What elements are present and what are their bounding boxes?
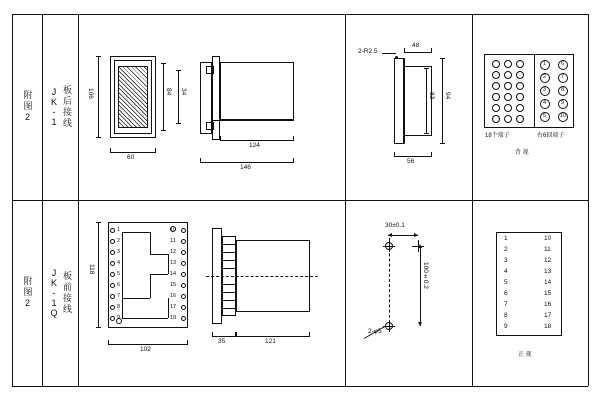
r1-side-lug-top <box>206 66 214 74</box>
r1-term-l-13 <box>492 104 500 112</box>
frame-right <box>588 14 589 386</box>
r2-inner-left <box>122 232 123 318</box>
r1-dim-56-line <box>394 156 432 157</box>
r1-side-lug-bottom <box>206 122 214 130</box>
r1-term-r-7-num: 7 <box>561 74 565 80</box>
r2-fin-5 <box>222 284 236 285</box>
r1-dim-83-tick-bot <box>424 133 429 134</box>
row1-model-group <box>48 85 72 129</box>
col-divider-3 <box>345 14 346 386</box>
row1-figure-label: 附图2 <box>22 90 33 124</box>
r2-dim-35-tick-l <box>212 332 213 337</box>
r1-dim-146-line <box>200 162 294 163</box>
r2-term-5-num: 5 <box>117 271 121 277</box>
r2-tl-3: 3 <box>504 257 508 264</box>
r2-dim-121-tick-l <box>236 332 237 337</box>
row1-model-cell <box>42 14 78 200</box>
r2-term-3-num: 3 <box>117 249 121 255</box>
r1-dim-94-tick-top <box>440 58 445 59</box>
r1-dim-124: 124 <box>249 142 260 149</box>
r1-dim-84: 84 <box>165 88 172 96</box>
r2-term-7-num: 7 <box>117 293 121 299</box>
r2-inner-top <box>122 232 150 233</box>
r2-term-15 <box>181 283 186 288</box>
r1-term-r-5-num: 5 <box>543 113 547 119</box>
r1-note-leader <box>382 53 396 54</box>
r2-dim-102-line <box>108 344 188 345</box>
r2-term-8-num: 8 <box>117 304 121 310</box>
col-divider-2 <box>78 14 79 386</box>
r2-term-8 <box>110 305 115 310</box>
r2-tl-4: 4 <box>504 268 508 275</box>
r1-dim-124-line <box>220 140 294 141</box>
row1-model: JK-1 <box>49 87 59 127</box>
r2-tl-5: 5 <box>504 279 508 286</box>
r1-dim-34-tick-top <box>176 70 181 71</box>
r1-term-l-12 <box>516 93 524 101</box>
r1-dim-84-tick-top <box>161 63 166 64</box>
r2-pitch-x-arrow-l <box>388 233 392 237</box>
r2-fin-6 <box>222 292 236 293</box>
r1-terminal-divider <box>534 54 535 128</box>
r2-term-1 <box>110 228 115 233</box>
r2-dim-pitch-x: 30±0.1 <box>385 222 405 229</box>
r1-side-top-line <box>220 62 294 63</box>
r1-dim-60-tick-r <box>155 148 156 153</box>
r2-center-line <box>206 276 318 277</box>
r2-dim-102-tick-l <box>108 340 109 345</box>
r1-dim-94: 94 <box>444 92 451 100</box>
r1-term-r-9-num: 9 <box>561 100 565 106</box>
r2-term-9-num: 9 <box>117 315 121 321</box>
r1-panel-flange <box>394 58 404 144</box>
r2-fin-1 <box>222 244 236 245</box>
r2-tr-18: 18 <box>544 323 552 330</box>
r2-term-4-num: 4 <box>117 260 121 266</box>
r2-tr-17: 17 <box>544 312 552 319</box>
r2-term-17 <box>181 305 186 310</box>
r2-hole-axis-v <box>389 238 390 328</box>
r1-term-l-3 <box>516 60 524 68</box>
r2-term-2-num: 2 <box>117 238 121 244</box>
r1-dim-94-tick-bot <box>440 143 445 144</box>
r2-term-5 <box>110 272 115 277</box>
r2-term-13-num: 13 <box>170 260 177 266</box>
r2-term-16-num: 16 <box>170 293 177 299</box>
r1-dim-60-tick-l <box>110 148 111 153</box>
r2-term-15-num: 15 <box>170 282 177 288</box>
frame-top <box>12 14 588 15</box>
frame-bottom <box>12 386 588 387</box>
row1-mount: 板后接线 <box>62 85 72 129</box>
r2-dim-121: 121 <box>265 338 276 345</box>
r1-dim-56: 56 <box>407 158 415 165</box>
r2-dim-pitch-y: 100±0.2 <box>422 262 429 289</box>
r1-term-r-8-num: 8 <box>561 87 565 93</box>
r1-dim-106-tick-bot <box>96 137 101 138</box>
r2-pitch-y-line <box>420 246 421 326</box>
r2-dim-121-line <box>236 336 310 337</box>
r2-tr-13: 13 <box>544 268 552 275</box>
r2-pitch-y-arrow-u <box>418 244 422 248</box>
r2-term-10 <box>181 228 186 233</box>
r1-term-l-4 <box>492 71 500 79</box>
r2-term-4 <box>110 261 115 266</box>
r2-inner-v4 <box>168 298 169 318</box>
r1-term-r-2-num: 2 <box>543 74 547 80</box>
r1-dim-84-line <box>163 63 164 131</box>
r2-term-7 <box>110 294 115 299</box>
r1-dim-56-tick-r <box>431 152 432 157</box>
r2-term-bottom-caption: 正 视 <box>518 352 532 358</box>
r2-dim-35-line <box>212 336 236 337</box>
r1-dim-34-tick-bot <box>176 123 181 124</box>
row2-model: JK-1Q <box>49 268 59 318</box>
r1-term-r-10-num: 10 <box>560 113 567 119</box>
r1-dim-34: 34 <box>180 88 187 96</box>
r2-fin-3 <box>222 260 236 261</box>
r2-dim-118: 118 <box>88 264 95 275</box>
r2-term-2 <box>110 239 115 244</box>
row2-figure-cell <box>12 200 42 386</box>
r1-dim-56-tick-l <box>394 152 395 157</box>
r1-term-r-4-num: 4 <box>543 100 547 106</box>
r2-tl-8: 8 <box>504 312 508 319</box>
r2-term-11-num: 11 <box>170 238 176 244</box>
r2-tr-11: 11 <box>544 246 551 253</box>
r2-dim-hole-spec: 2-φ5 <box>368 328 382 335</box>
r1-term-l-8 <box>504 82 512 90</box>
r1-term-l-1 <box>492 60 500 68</box>
r2-dim-35: 35 <box>218 338 226 345</box>
col-divider-4 <box>472 14 473 386</box>
r2-term-6-num: 6 <box>117 282 121 288</box>
row2-model-cell <box>42 200 78 386</box>
r2-inner-v2 <box>168 254 169 274</box>
r2-tr-15: 15 <box>544 290 552 297</box>
r2-dim-102-tick-r <box>187 340 188 345</box>
r1-side-body <box>220 62 294 120</box>
r1-dim-83-line <box>426 68 427 134</box>
r2-tr-14: 14 <box>544 279 552 286</box>
r2-term-12-num: 12 <box>170 249 177 255</box>
r1-term-right-caption: 右6回端子 <box>537 133 565 139</box>
r1-term-l-11 <box>504 93 512 101</box>
r2-tr-16: 16 <box>544 301 552 308</box>
row-divider <box>12 200 588 201</box>
r2-tl-7: 7 <box>504 301 508 308</box>
r1-dim-106-tick-top <box>96 56 101 57</box>
r1-dim-146-tick-l <box>200 158 201 163</box>
r1-term-l-2 <box>504 60 512 68</box>
r1-term-l-18 <box>516 115 524 123</box>
r2-term-18-num: 18 <box>170 315 177 321</box>
r1-dim-48-tick-r <box>431 48 432 53</box>
row2-figure-label: 附图2 <box>22 276 33 310</box>
r1-dim-146-tick-r <box>293 158 294 163</box>
r2-term-1-num: 1 <box>117 227 121 233</box>
r1-term-bottom-caption: 背 视 <box>515 150 529 156</box>
r2-inner-v3 <box>150 274 151 298</box>
r2-tl-1: 1 <box>504 235 508 242</box>
r2-pitch-x-arrow-r <box>414 233 418 237</box>
row2-model-group <box>48 268 72 318</box>
r1-dim-48-line <box>404 52 432 53</box>
r2-pitch-y-arrow-d <box>418 322 422 326</box>
r2-tl-6: 6 <box>504 290 508 297</box>
r2-dim-121-tick-r <box>309 332 310 337</box>
r2-inner-h2 <box>150 274 168 275</box>
r1-term-l-14 <box>504 104 512 112</box>
r2-term-13 <box>181 261 186 266</box>
r2-fin-7 <box>222 300 236 301</box>
r1-dim-146: 146 <box>240 164 251 171</box>
r2-inner-v1 <box>150 232 151 254</box>
r1-dim-106-line <box>98 56 99 138</box>
r2-term-12 <box>181 250 186 255</box>
r2-term-9 <box>110 316 115 321</box>
r2-tl-9: 9 <box>504 323 508 330</box>
row1-figure-cell <box>12 14 42 200</box>
r2-tl-2: 2 <box>504 246 508 253</box>
r1-term-l-16 <box>492 115 500 123</box>
r1-dim-48: 48 <box>412 42 420 49</box>
r2-tr-10: 10 <box>544 235 552 242</box>
r2-dim-102: 102 <box>140 346 151 353</box>
r2-hole-bottom <box>385 322 393 330</box>
r2-term-14 <box>181 272 186 277</box>
r1-term-r-1-num: 1 <box>543 61 547 67</box>
r1-dim-83: 83 <box>428 92 435 100</box>
r2-term-3 <box>110 250 115 255</box>
r1-panel-edge <box>404 58 405 144</box>
r2-inner-h3 <box>122 298 150 299</box>
r1-dim-84-tick-bot <box>161 130 166 131</box>
row2-mount: 板前接线 <box>62 271 72 315</box>
r1-dim-83-tick-top <box>424 68 429 69</box>
r2-term-14-num: 14 <box>170 271 177 277</box>
r1-panel-body <box>404 66 432 136</box>
r1-term-l-9 <box>516 82 524 90</box>
r1-note-leader-dot <box>395 56 398 59</box>
r1-term-left-caption: 18个端子 <box>485 133 510 139</box>
r2-inner-h1 <box>150 254 168 255</box>
r2-dim-118-tick-bot <box>96 327 101 328</box>
r1-front-face <box>118 66 148 128</box>
r1-note-r25: 2-R2.5 <box>358 48 378 55</box>
r1-term-l-5 <box>504 71 512 79</box>
r1-dim-124-tick-r <box>293 136 294 141</box>
r2-term-6 <box>110 283 115 288</box>
r2-fin-2 <box>222 252 236 253</box>
r1-dim-60-line <box>110 152 156 153</box>
r1-dim-60: 60 <box>127 154 135 161</box>
r1-term-l-6 <box>516 71 524 79</box>
r2-dim-118-tick-top <box>96 222 101 223</box>
r1-term-l-15 <box>516 104 524 112</box>
r2-inner-bottom <box>122 318 168 319</box>
r2-fin-8 <box>222 308 236 309</box>
r2-fin-4 <box>222 268 236 269</box>
r2-term-11 <box>181 239 186 244</box>
r1-side-base-line <box>212 120 294 121</box>
r1-dim-124-tick-l <box>220 136 221 141</box>
r1-term-l-7 <box>492 82 500 90</box>
r2-term-16 <box>181 294 186 299</box>
r1-dim-106: 106 <box>87 88 94 99</box>
r2-term-17-num: 17 <box>170 304 177 310</box>
r1-dim-34-line <box>178 70 179 124</box>
r2-tr-12: 12 <box>544 257 552 264</box>
r1-term-r-6-num: 6 <box>561 61 565 67</box>
r1-term-l-10 <box>492 93 500 101</box>
r2-term-10-num: 10 <box>170 227 177 233</box>
r1-dim-48-tick-l <box>404 48 405 53</box>
r1-term-r-3-num: 3 <box>543 87 547 93</box>
r2-term-18 <box>181 316 186 321</box>
r2-dim-118-line <box>98 222 99 328</box>
r1-dim-94-line <box>442 58 443 144</box>
r1-term-l-17 <box>504 115 512 123</box>
